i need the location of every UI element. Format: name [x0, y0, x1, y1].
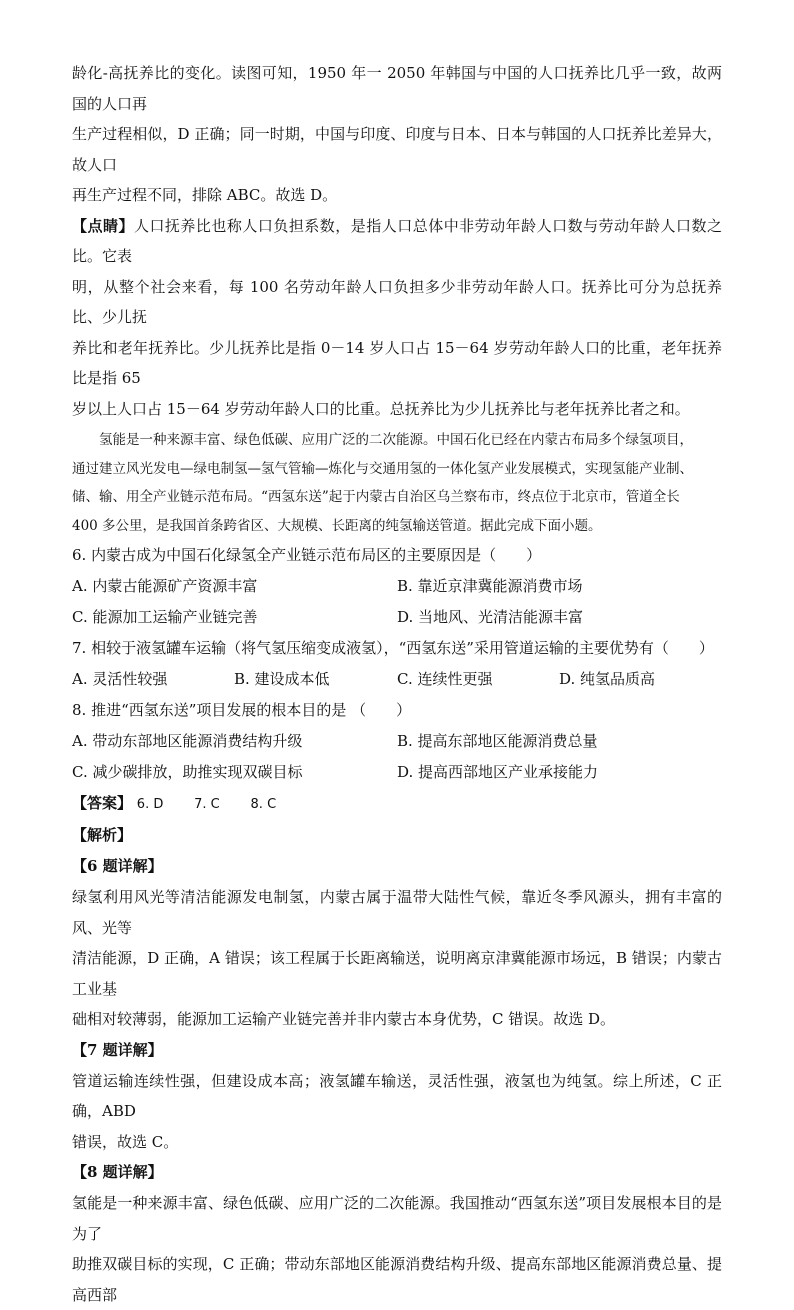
- text-line: 生产过程相似，D 正确；同一时期，中国与印度、印度与日本、日本与韩国的人口抚养比差异大，故人口: [72, 125, 722, 174]
- answer-row: [72, 788, 722, 820]
- text-line: 助推双碳目标的实现，C 正确；带动东部地区能源消费结构升级、提高东部地区能源消费总量、提高西部: [72, 1255, 722, 1304]
- text-line: 养比和老年抚养比。少儿抚养比是指 0－14 岁人口占 15－64 岁劳动年龄人口的比重，老年抚养比是指 65: [72, 338, 722, 387]
- intro-paragraph: [72, 58, 722, 211]
- passage-line: 氢能是一种来源丰富、绿色低碳、应用广泛的二次能源。中国石化已经在内蒙古布局多个绿氢项目，: [99, 432, 693, 448]
- passage-line: 储、输、用全产业链示范布局。“西氢东送”起于内蒙古自治区乌兰察布市，终点位于北京市，管道全长: [72, 489, 680, 505]
- text-line: 础相对较薄弱，能源加工运输产业链完善并非内蒙古本身优势，C 错误。故选 D。: [72, 1010, 616, 1028]
- option-d: D. 当地风、光清洁能源丰富: [397, 608, 584, 626]
- text-line: 明，从整个社会来看，每 100 名劳动年龄人口负担多少非劳动年龄人口。抚养比可分为总抚养比、少儿抚: [72, 277, 722, 326]
- options-grid: [72, 664, 722, 695]
- dianjing-text: 人口抚养比也称人口负担系数，是指人口总体中非劳动年龄人口数与劳动年龄人口数之比。它表: [72, 216, 722, 265]
- text-line: [72, 211, 722, 272]
- question-stem: 6. 内蒙古成为中国石化绿氢全产业链示范布局区的主要原因是（ ）: [72, 546, 542, 564]
- dianjing-label: 【点睛】: [72, 216, 134, 235]
- option-d: D. 纯氢品质高: [559, 670, 656, 688]
- answer-value: 6. D: [136, 797, 164, 812]
- question-7: [72, 633, 722, 695]
- option-a: A. 内蒙古能源矿产资源丰富: [72, 577, 258, 595]
- answer-label: 【答案】: [72, 794, 133, 812]
- options-grid: [72, 726, 722, 788]
- passage-line: 通过建立风光发电—绿电制氢—氢气管输—炼化与交通用氢的一体化氢产业发展模式，实现氢能产业制、: [72, 460, 693, 477]
- text-line: 岁以上人口占 15－64 岁劳动年龄人口的比重。总抚养比为少儿抚养比与老年抚养比者之和。: [72, 399, 690, 418]
- text-line: 管道运输连续性强，但建设成本高；液氢罐车输送，灵活性强，液氢也为纯氢。综上所述，C 正确，ABD: [72, 1071, 722, 1120]
- reading-passage: [72, 426, 722, 540]
- dianjing-section: [72, 211, 722, 425]
- text-line: 错误，故选 C。: [72, 1132, 179, 1151]
- question-stem: 7. 相较于液氢罐车运输（将气氢压缩变成液氢），“西氢东送”采用管道运输的主要优势有（ ）: [72, 639, 714, 657]
- option-d: D. 提高西部地区产业承接能力: [397, 763, 599, 781]
- text-line: 绿氢利用风光等清洁能源发电制氢，内蒙古属于温带大陆性气候，靠近冬季风源头，拥有丰富的风、光等: [72, 888, 722, 937]
- detail-8: [72, 1157, 722, 1310]
- option-b: B. 靠近京津冀能源消费市场: [397, 577, 583, 595]
- text-line: 再生产过程不同，排除 ABC。故选 D。: [72, 186, 338, 204]
- option-a: A. 带动东部地区能源消费结构升级: [72, 732, 303, 750]
- question-stem: 8. 推进“西氢东送”项目发展的根本目的是 （ ）: [72, 701, 412, 719]
- question-6: [72, 540, 722, 633]
- detail-7: [72, 1035, 722, 1158]
- option-b: B. 建设成本低: [234, 670, 330, 688]
- answer-value: 7. C: [194, 797, 220, 812]
- detail-heading: 【7 题详解】: [72, 1040, 163, 1059]
- detail-6: [72, 851, 722, 1035]
- option-c: C. 连续性更强: [397, 670, 493, 688]
- text-line: 龄化-高抚养比的变化。读图可知，1950 年一 2050 年韩国与中国的人口抚养比几乎一致，故两国的人口再: [72, 64, 722, 113]
- answer-value: 8. C: [250, 797, 277, 812]
- passage-line: 400 多公里，是我国首条跨省区、大规模、长距离的纯氢输送管道。据此完成下面小题。: [72, 517, 602, 534]
- detail-heading: 【8 题详解】: [72, 1163, 163, 1181]
- option-a: A. 灵活性较强: [72, 670, 168, 688]
- option-c: C. 减少碳排放，助推实现双碳目标: [72, 763, 303, 781]
- detail-heading: 【6 题详解】: [72, 857, 163, 875]
- option-b: B. 提高东部地区能源消费总量: [397, 732, 598, 750]
- options-grid: [72, 571, 722, 633]
- text-line: 氢能是一种来源丰富、绿色低碳、应用广泛的二次能源。我国推动“西氢东送”项目发展根本目的是为了: [72, 1194, 722, 1243]
- analysis-label: 【解析】: [72, 826, 133, 844]
- text-line: 清洁能源，D 正确，A 错误；该工程属于长距离输送，说明离京津冀能源市场远，B 错误；内蒙古工业基: [72, 949, 722, 998]
- option-c: C. 能源加工运输产业链完善: [72, 608, 258, 626]
- document-page: [72, 58, 722, 1310]
- question-8: [72, 695, 722, 788]
